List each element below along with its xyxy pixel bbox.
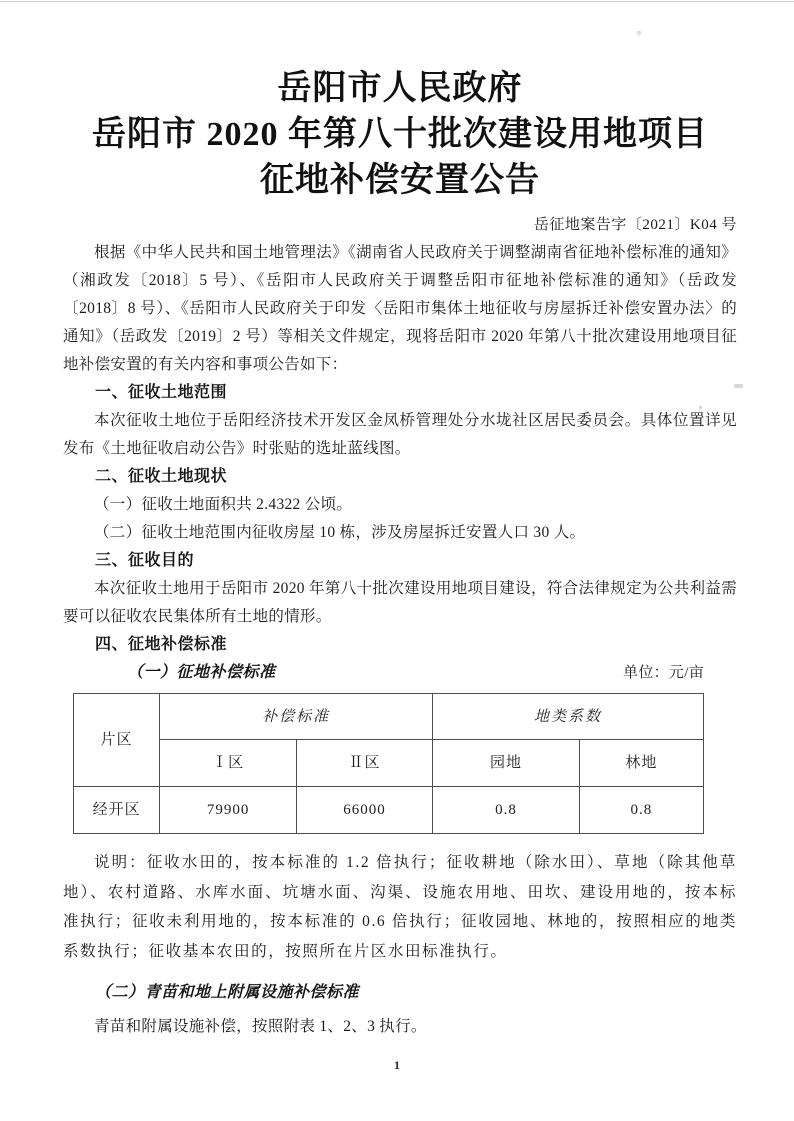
table-header-row-2	[74, 740, 704, 787]
doc-reference-number: 岳征地案告字〔2021〕K04 号	[533, 217, 737, 233]
section4-heading: 四、征地补偿标准	[95, 636, 228, 653]
table-cell-garden: 0.8	[433, 787, 580, 834]
subsection1-row	[63, 659, 704, 687]
table-header-compensation: 补偿标准	[160, 694, 433, 740]
page-number: 1	[394, 1058, 400, 1072]
document-title	[63, 66, 737, 204]
table-header-row-1	[74, 694, 704, 740]
subsection2-body: 青苗和附属设施补偿，按照附表 1、2、3 执行。	[94, 1018, 427, 1035]
table-cell-zone2: 66000	[297, 787, 433, 834]
subsection2-heading: （二）青苗和地上附属设施补偿标准	[95, 984, 360, 1001]
table-header-zone1: Ⅰ区	[160, 740, 297, 787]
intro-paragraph: 根据《中华人民共和国土地管理法》《湖南省人民政府关于调整湖南省征地补偿标准的通知》（湘政发〔2018〕5 号）、《岳阳市人民政府关于调整岳阳市征地补偿标准的通知》（岳政发〔2018〕8 号）、《岳阳市人民政府关于印发〈岳阳市集体土地征收与房屋拆迁补偿安置办法〉的通知》（岳政发〔2019〕2 号）等相关文件规定，现将岳阳市 2020 年第八十批次建设用地项目征地补偿安置的有关内容和事项公告如下：	[63, 244, 737, 373]
table-header-coefficient: 地类系数	[433, 694, 704, 740]
table-unit-label: 单位：元/亩	[623, 665, 704, 681]
table-cell-area: 经开区	[74, 787, 160, 834]
section2-heading: 二、征收土地现状	[95, 468, 228, 485]
table-cell-forest: 0.8	[579, 787, 703, 834]
title-line-2: 岳阳市 2020 年第八十批次建设用地项目	[92, 116, 708, 153]
section3-heading: 三、征收目的	[95, 552, 195, 569]
title-line-3: 征地补偿安置公告	[260, 162, 540, 199]
title-line-1: 岳阳市人民政府	[277, 70, 523, 107]
section1-heading: 一、征收土地范围	[95, 384, 228, 401]
section2-item1: （一）征收土地面积共 2.4322 公顷。	[94, 496, 353, 513]
section3-body: 本次征收土地用于岳阳市 2020 年第八十批次建设用地项目建设，符合法律规定为公共利益需要可以征收农民集体所有土地的情形。	[63, 580, 737, 625]
compensation-standard-table	[73, 693, 704, 834]
table-note: 说明：征收水田的，按本标准的 1.2 倍执行；征收耕地（除水田）、草地（除其他草地）、农村道路、水库水面、坑塘水面、沟渠、设施农用地、田坎、建设用地的，按本标准执行；征收未利用地的，按本标准的 0.6 倍执行；征收园地、林地的，按照相应的地类系数执行；征收基本农田的，按照所在片区水田标准执行。	[63, 854, 737, 960]
table-header-garden: 园地	[433, 740, 580, 787]
table-header-area: 片区	[74, 694, 160, 787]
table-cell-zone1: 79900	[160, 787, 297, 834]
section1-body: 本次征收土地位于岳阳经济技术开发区金凤桥管理处分水垅社区居民委员会。具体位置详见发布《土地征收启动公告》时张贴的选址蓝线图。	[63, 412, 737, 457]
table-header-forest: 林地	[579, 740, 703, 787]
section2-item2: （二）征收土地范围内征收房屋 10 栋，涉及房屋拆迁安置人口 30 人。	[94, 524, 586, 541]
table-header-zone2: Ⅱ区	[297, 740, 433, 787]
subsection1-heading: （一）征地补偿标准	[127, 664, 276, 681]
table-data-row	[74, 787, 704, 834]
